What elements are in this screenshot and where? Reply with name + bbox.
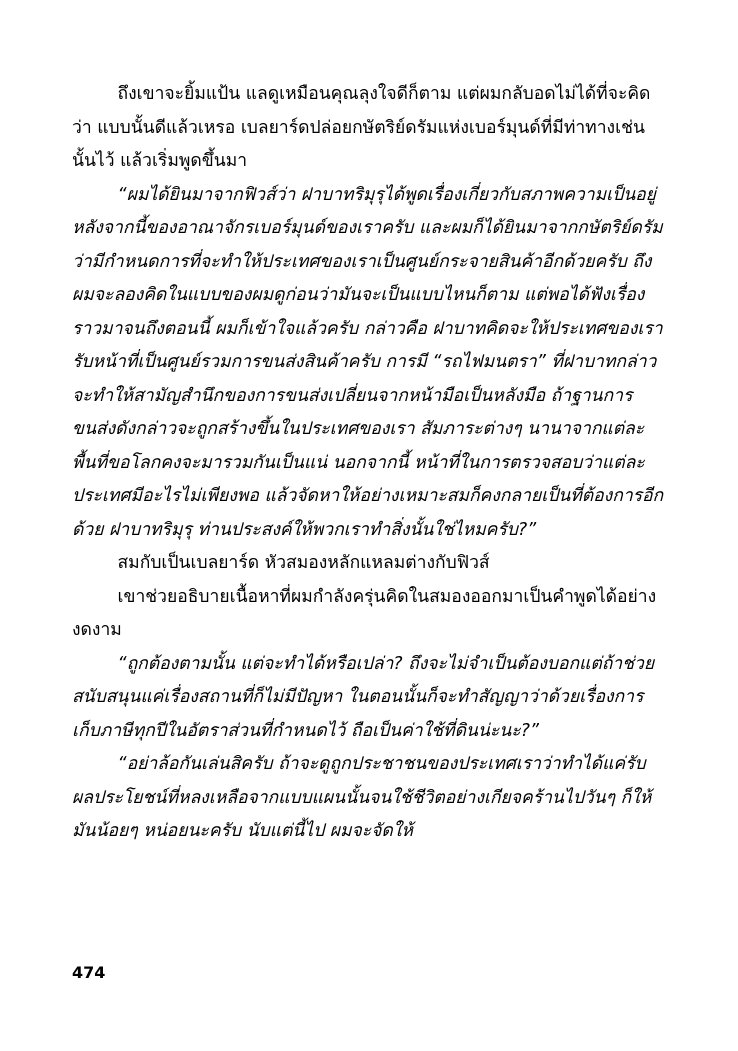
paragraph: เขาช่วยอธิบายเนื้อหาที่ผมกำลังครุ่นคิดในสมองออกมาเป็นคำพูดได้อย่างงดงาม [72, 586, 657, 640]
paragraph: “ถูกต้องตามนั้น แต่จะทำได้หรือเปล่า? ถึงจะไม่จำเป็นต้องบอกแต่ถ้าช่วยสนับสนุนแค่เรื่องสถานที่ก็ไม่มีปัญหา ในตอนนั้นก็จะทำสัญญาว่าด้วยเรื่องการเก็บภาษีทุกปีในอัตราส่วนที่กำหนดไว้ ถือเป็นค่าใช้ที่ดินน่ะนะ?” [72, 653, 655, 741]
page-body-text [72, 78, 666, 849]
paragraph: “อย่าล้อกันเล่นสิครับ ถ้าจะดูถูกประชาชนของประเทศเราว่าทำได้แค่รับผลประโยชน์ที่หลงเหลือจากแบบแผนนั้นจนใช้ชีวิตอย่างเกียจคร้านไปวันๆ ก็ให้มันน้อยๆ หน่อยนะครับ นับแต่นี้ไป ผมจะจัดให้ [72, 754, 652, 841]
paragraph: ถึงเขาจะยิ้มแป้น แลดูเหมือนคุณลุงใจดีก็ตาม แต่ผมกลับอดไม่ได้ที่จะคิดว่า แบบนั้นดีแล้วเหรอ เบลยาร์ดปล่อยกษัตริย์ดรัมแห่งเบอร์มุนด์ที่มีท่าทางเช่นนั้นไว้ แล้วเริ่มพูดขึ้นมา [72, 84, 651, 171]
paragraph: “ผมได้ยินมาจากฟิวส์ว่า ฝาบาทริมุรุได้พูดเรื่องเกี่ยวกับสภาพความเป็นอยู่หลังจากนี้ของอาณาจักรเบอร์มุนด์ของเราครับ และผมก็ได้ยินมาจากกษัตริย์ดรัมว่ามีกำหนดการที่จะทำให้ประเทศของเราเป็นศูนย์กระจายสินค้าอีกด้วยครับ ถึงผมจะลองคิดในแบบของผมดูก่อนว่ามันจะเป็นแบบไหนก็ตาม แต่พอได้ฟังเรื่องราวมาจนถึงตอนนี้ ผมก็เข้าใจแล้วครับ กล่าวคือ ฝาบาทคิดจะให้ประเทศของเรารับหน้าที่เป็นศูนย์รวมการขนส่งสินค้าครับ การมี “รถไฟมนตรา” ที่ฝาบาทกล่าวจะทำให้สามัญสำนึกของการขนส่งเปลี่ยนจากหน้ามือเป็นหลังมือ ถ้าฐานการขนส่งดังกล่าวจะถูกสร้างขึ้นในประเทศของเรา สัมภาระต่างๆ นานาจากแต่ละพื้นที่ขอโลกคงจะมารวมกันเป็นแน่ นอกจากนี้ หน้าที่ในการตรวจสอบว่าแต่ละประเทศมีอะไรไม่เพียงพอ แล้วจัดหาให้อย่างเหมาะสมก็คงกลายเป็นที่ต้องการอีกด้วย ฝาบาทริมุรุ ท่านประสงค์ให้พวกเราทำสิ่งนั้นใช่ไหมครับ?” [72, 184, 664, 540]
paragraph: สมกับเป็นเบลยาร์ด หัวสมองหลักแหลมต่างกับฟิวส์ [117, 553, 490, 573]
page-number: 474 [72, 963, 106, 982]
